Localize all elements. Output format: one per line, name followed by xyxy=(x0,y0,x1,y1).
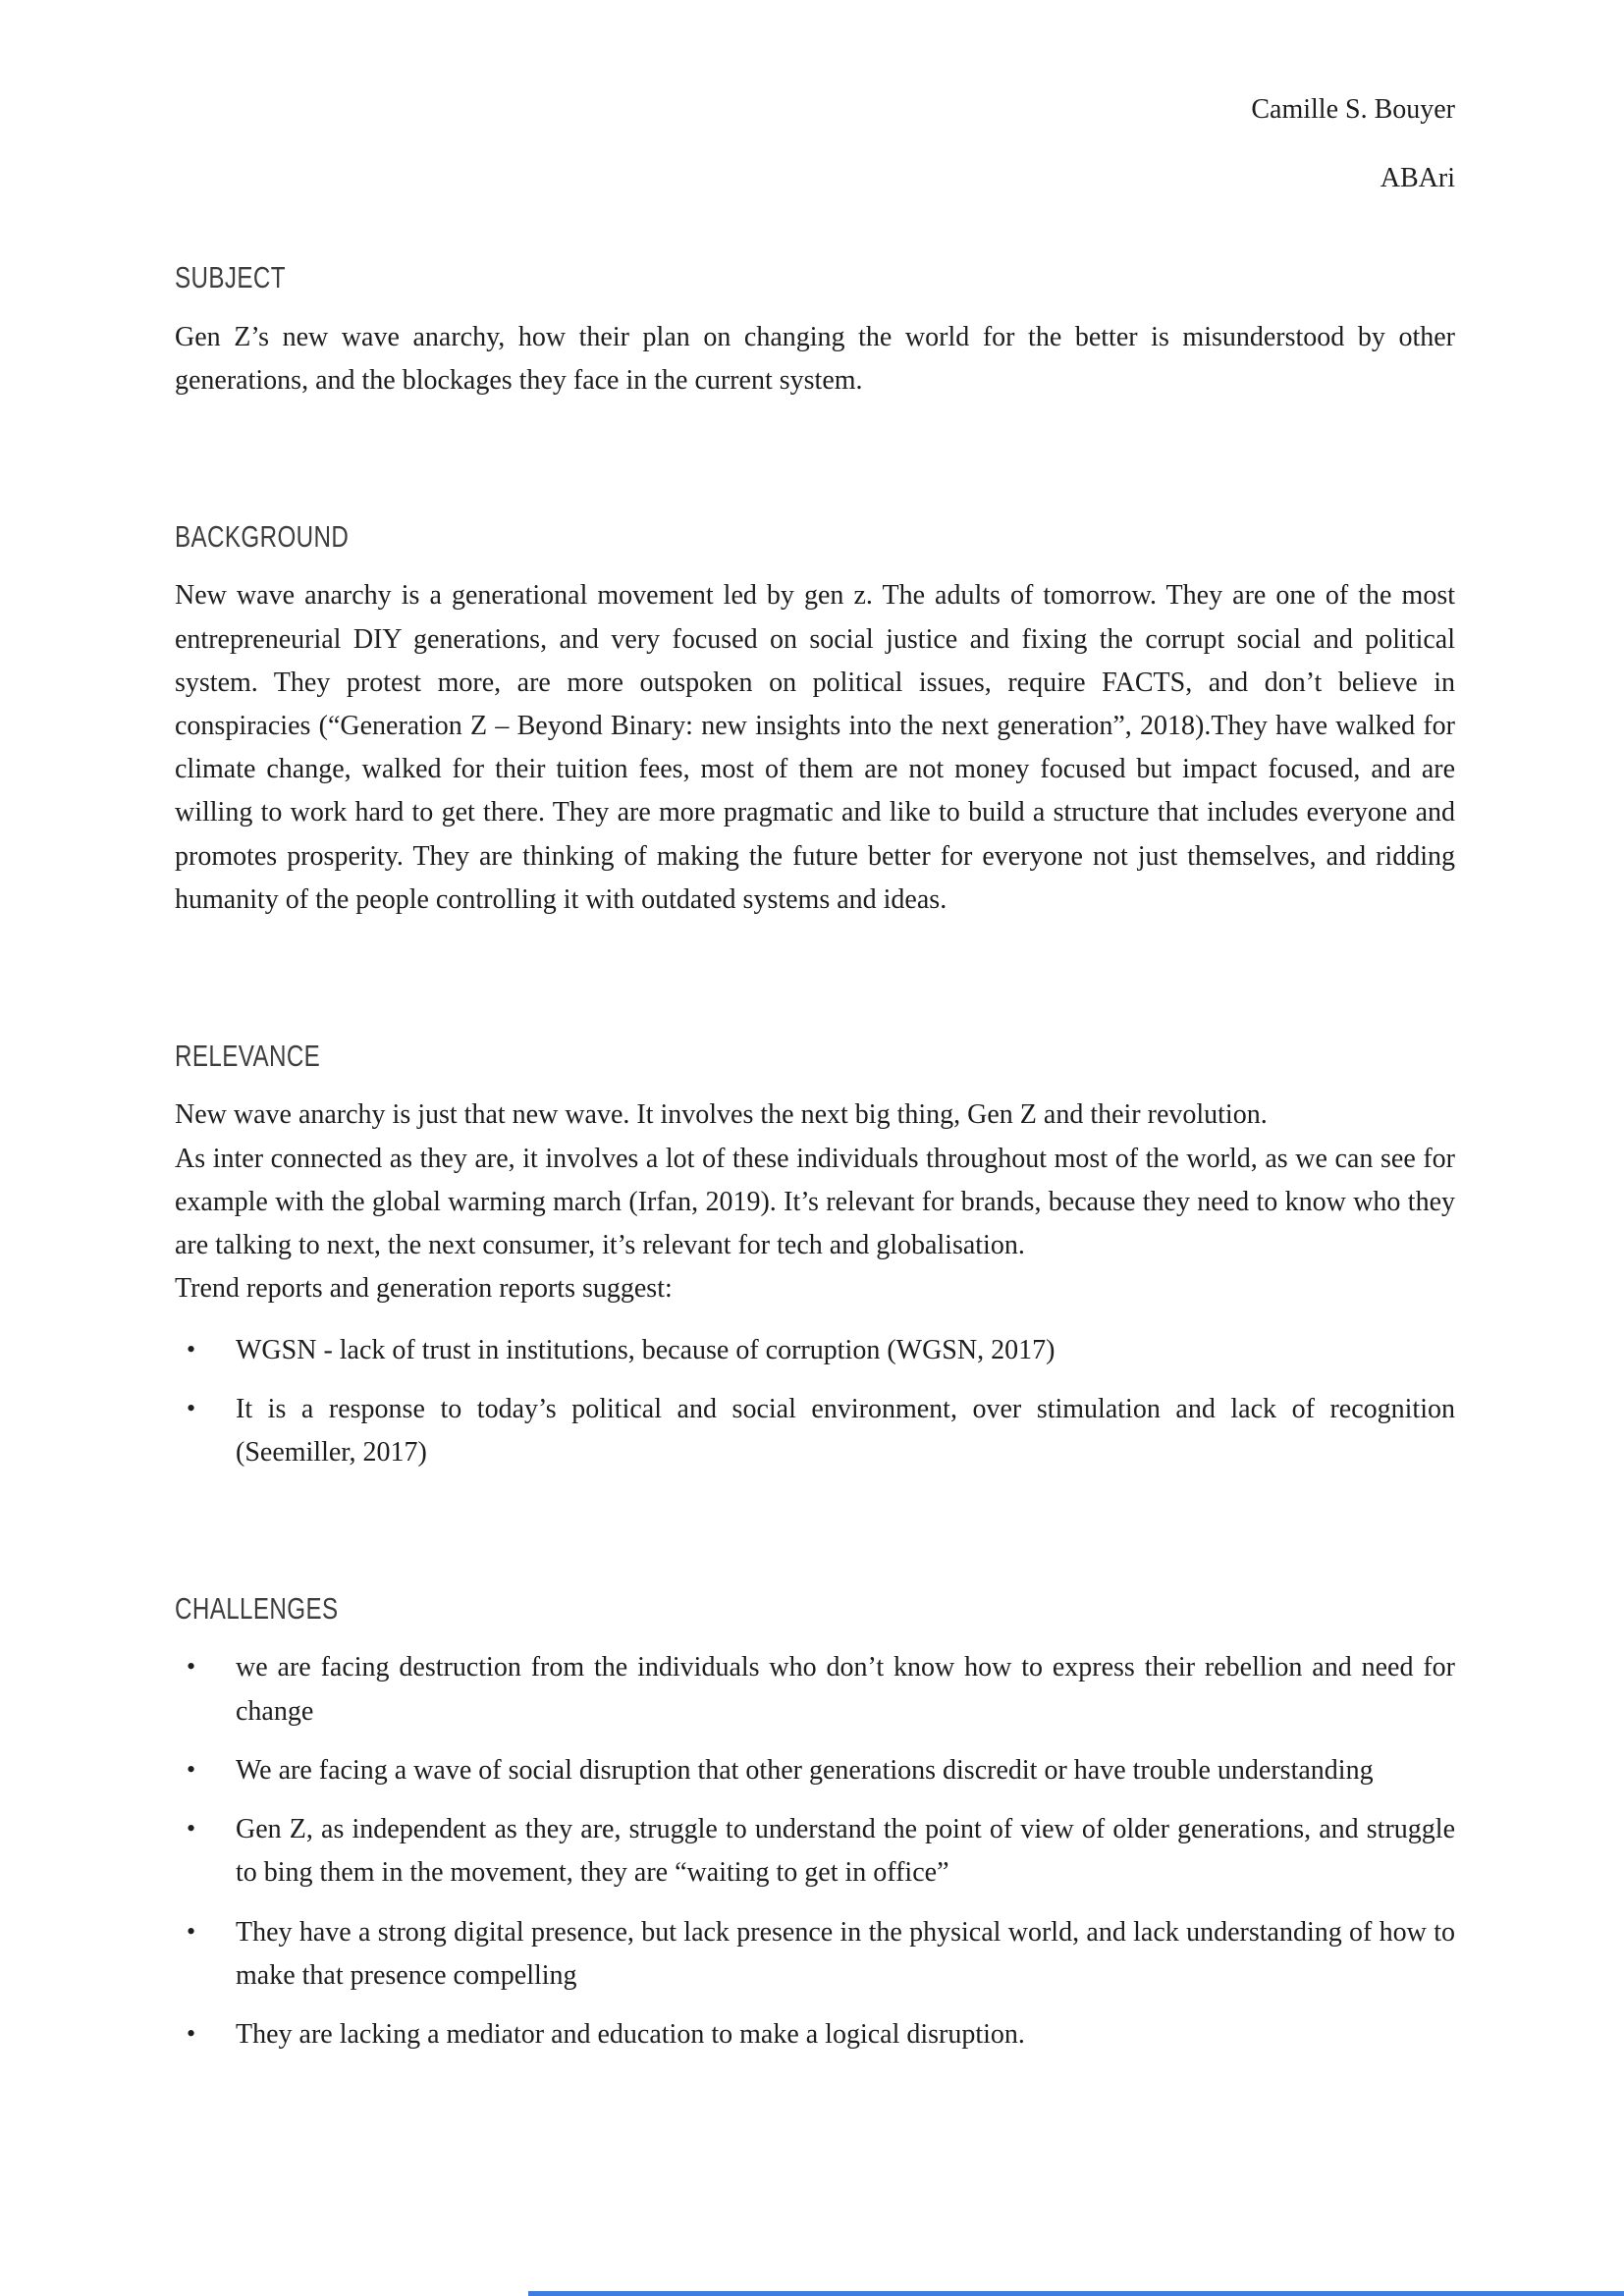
section-heading-relevance-text: RELEVANCE xyxy=(175,1039,321,1074)
section-heading-relevance xyxy=(175,1038,1455,1074)
relevance-paragraph-2: As inter connected as they are, it involves a lot of these individuals throughout most of the world, as we can see for example with the global warming march (Irfan, 2019). It’s relevant for brands, because they need to know who they are talking to next, the next consumer, it’s relevant for tech and globalisation. xyxy=(175,1143,1455,1261)
section-heading-challenges xyxy=(175,1590,1455,1627)
relevance-paragraph-3: Trend reports and generation reports suggest: xyxy=(175,1273,673,1305)
section-heading-challenges-text: CHALLENGES xyxy=(175,1591,339,1627)
org-name: ABAri xyxy=(1380,163,1455,194)
section-challenges xyxy=(175,1590,1455,2056)
section-heading-subject-text: SUBJECT xyxy=(175,260,286,295)
relevance-paragraph-1: New wave anarchy is just that new wave. It involves the next big thing, Gen Z and their revolution. xyxy=(175,1099,1268,1131)
section-heading-background xyxy=(175,518,1455,555)
list-item: • We are facing a wave of social disruption that other generations discredit or have trouble understanding xyxy=(236,1749,1455,1792)
list-item: • we are facing destruction from the individuals who don’t know how to express their rebellion and need for change xyxy=(236,1646,1455,1733)
document-header xyxy=(175,88,1455,200)
bottom-blue-bar xyxy=(528,2291,1624,2296)
background-paragraph: New wave anarchy is a generational movement led by gen z. The adults of tomorrow. They are one of the most entrepreneurial DIY generations, and very focused on social justice and fixing the corrupt social and political system. They protest more, are more outspoken on political issues, require FACTS, and don’t believe in conspiracies (“Generation Z – Beyond Binary: new insights into the next generation”, 2018).They have walked for climate change, walked for their tuition fees, most of them are not money focused but impact focused, and are willing to work hard to get there. They are more pragmatic and like to build a structure that includes everyone and promotes prosperity. They are thinking of making the future better for everyone not just themselves, and ridding humanity of the people controlling it with outdated systems and ideas. xyxy=(175,580,1455,915)
list-item: • They are lacking a mediator and education to make a logical disruption. xyxy=(236,2013,1455,2056)
list-item: • WGSN - lack of trust in institutions, because of corruption (WGSN, 2017) xyxy=(236,1329,1455,1372)
section-heading-background-text: BACKGROUND xyxy=(175,519,350,555)
list-item: • Gen Z, as independent as they are, struggle to understand the point of view of older generations, and struggle to bing them in the movement, they are “waiting to get in office” xyxy=(236,1808,1455,1895)
section-subject xyxy=(175,259,1455,402)
challenges-bullet-list xyxy=(175,1646,1455,2056)
list-item: • They have a strong digital presence, but lack presence in the physical world, and lack understanding of how to make that presence compelling xyxy=(236,1911,1455,1998)
author-name: Camille S. Bouyer xyxy=(1251,94,1455,125)
subject-paragraph: Gen Z’s new wave anarchy, how their plan on changing the world for the better is misunderstood by other generations, and the blockages they face in the current system. xyxy=(175,321,1455,396)
section-relevance xyxy=(175,1038,1455,1474)
list-item: • It is a response to today’s political and social environment, over stimulation and lack of recognition (Seemiller, 2017) xyxy=(236,1388,1455,1474)
relevance-bullet-list xyxy=(175,1329,1455,1475)
section-heading-subject xyxy=(175,259,1455,295)
section-background xyxy=(175,518,1455,922)
